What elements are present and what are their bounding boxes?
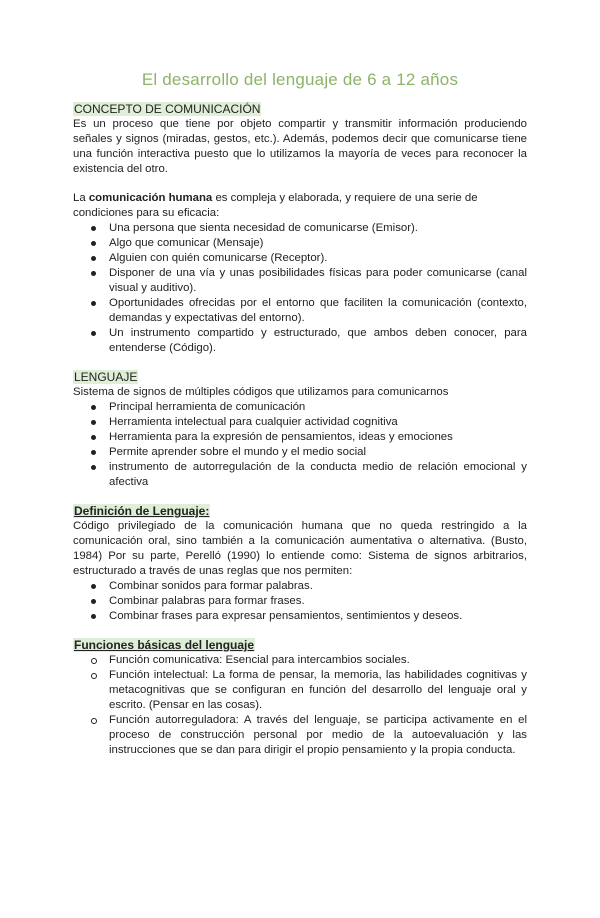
definicion-list [73,579,527,624]
list-item: Disponer de una vía y unas posibilidades físicas para poder comunicarse (canal visual y auditivo). [89,266,527,296]
list-item: Algo que comunicar (Mensaje) [89,236,527,251]
bullet-icon [91,718,97,724]
lenguaje-heading-text: LENGUAJE [74,370,138,384]
list-item: Función comunicativa: Esencial para intercambios sociales. [89,653,527,668]
lenguaje-list [73,400,527,490]
bullet-icon [91,271,96,276]
list-item: Permite aprender sobre el mundo y el medio social [89,445,527,460]
bullet-icon [91,331,96,336]
document-page [0,70,600,918]
bullet-icon [91,465,96,470]
section-heading-definicion [73,504,527,519]
list-item: Oportunidades ofrecidas por el entorno que faciliten la comunicación (contexto, demandas y expectativas del entorno). [89,296,527,326]
list-item: Combinar sonidos para formar palabras. [89,579,527,594]
bullet-icon [91,584,96,589]
list-item: Un instrumento compartido y estructurado, que ambos deben conocer, para entenderse (Código). [89,326,527,356]
list-item: Combinar palabras para formar frases. [89,594,527,609]
concepto-intro-suffix: es compleja y elaborada, y requiere de una serie de condiciones para su eficacia: [73,192,478,219]
section-heading-funciones [73,638,527,653]
funciones-heading-text: Funciones básicas del lenguaje [74,638,255,652]
list-item: Función autorreguladora: A través del lenguaje, se participa activamente en el proceso de construcción personal por medio de la autoevaluación y las instrucciones que se dan para dirigir el propio pensamiento y la propia conducta. [89,713,527,758]
list-item: Función intelectual: La forma de pensar, la memoria, las habilidades cognitivas y metacognitivas que se configuran en función del desarrollo del lenguaje oral y escrito. (Pensar en las cosas). [89,668,527,713]
page-title: El desarrollo del lenguaje de 6 a 12 años [141,70,459,89]
bullet-icon [91,241,96,246]
list-item: Combinar frases para expresar pensamientos, sentimientos y deseos. [89,609,527,624]
bullet-icon [91,256,96,261]
section-heading-lenguaje [73,370,527,385]
bullet-icon [91,420,96,425]
bullet-icon [91,226,96,231]
concepto-intro-prefix: La [73,192,89,204]
bullet-icon [91,599,96,604]
list-item: Una persona que sienta necesidad de comunicarse (Emisor). [89,221,527,236]
list-item: Herramienta intelectual para cualquier actividad cognitiva [89,415,527,430]
bullet-icon [91,405,96,410]
list-item: instrumento de autorregulación de la conducta medio de relación emocional y afectiva [89,460,527,490]
list-item: Alguien con quién comunicarse (Receptor). [89,251,527,266]
list-item: Principal herramienta de comunicación [89,400,527,415]
concepto-list [73,221,527,356]
bullet-icon [91,658,97,664]
concepto-intro [73,191,527,221]
bullet-icon [91,450,96,455]
bullet-icon [91,435,96,440]
funciones-list [73,653,527,758]
section-heading-concepto [73,102,527,117]
concepto-paragraph: Es un proceso que tiene por objeto compartir y transmitir información produciendo señales y signos (miradas, gestos, etc.). Además, podemos decir que comunicarse tiene una función interactiva puesto que lo utilizamos la mayoría de veces para reconocer la existencia del otro. [73,118,527,175]
definicion-heading-text: Definición de Lenguaje: [74,504,210,518]
bullet-icon [91,673,97,679]
bullet-icon [91,301,96,306]
concepto-heading-text: CONCEPTO DE COMUNICACIÓN [74,102,261,116]
definicion-paragraph: Código privilegiado de la comunicación humana que no queda restringido a la comunicación oral, sino también a la comunicación aumentativa o alternativa. (Busto, 1984) Por su parte, Perelló (1990) lo entiende como: Sistema de signos arbitrarios, estructurado a través de unas reglas que nos permiten: [73,520,527,577]
list-item: Herramienta para la expresión de pensamientos, ideas y emociones [89,430,527,445]
bullet-icon [91,614,96,619]
concepto-intro-bold: comunicación humana [88,192,213,204]
lenguaje-intro: Sistema de signos de múltiples códigos que utilizamos para comunicarnos [73,386,449,398]
